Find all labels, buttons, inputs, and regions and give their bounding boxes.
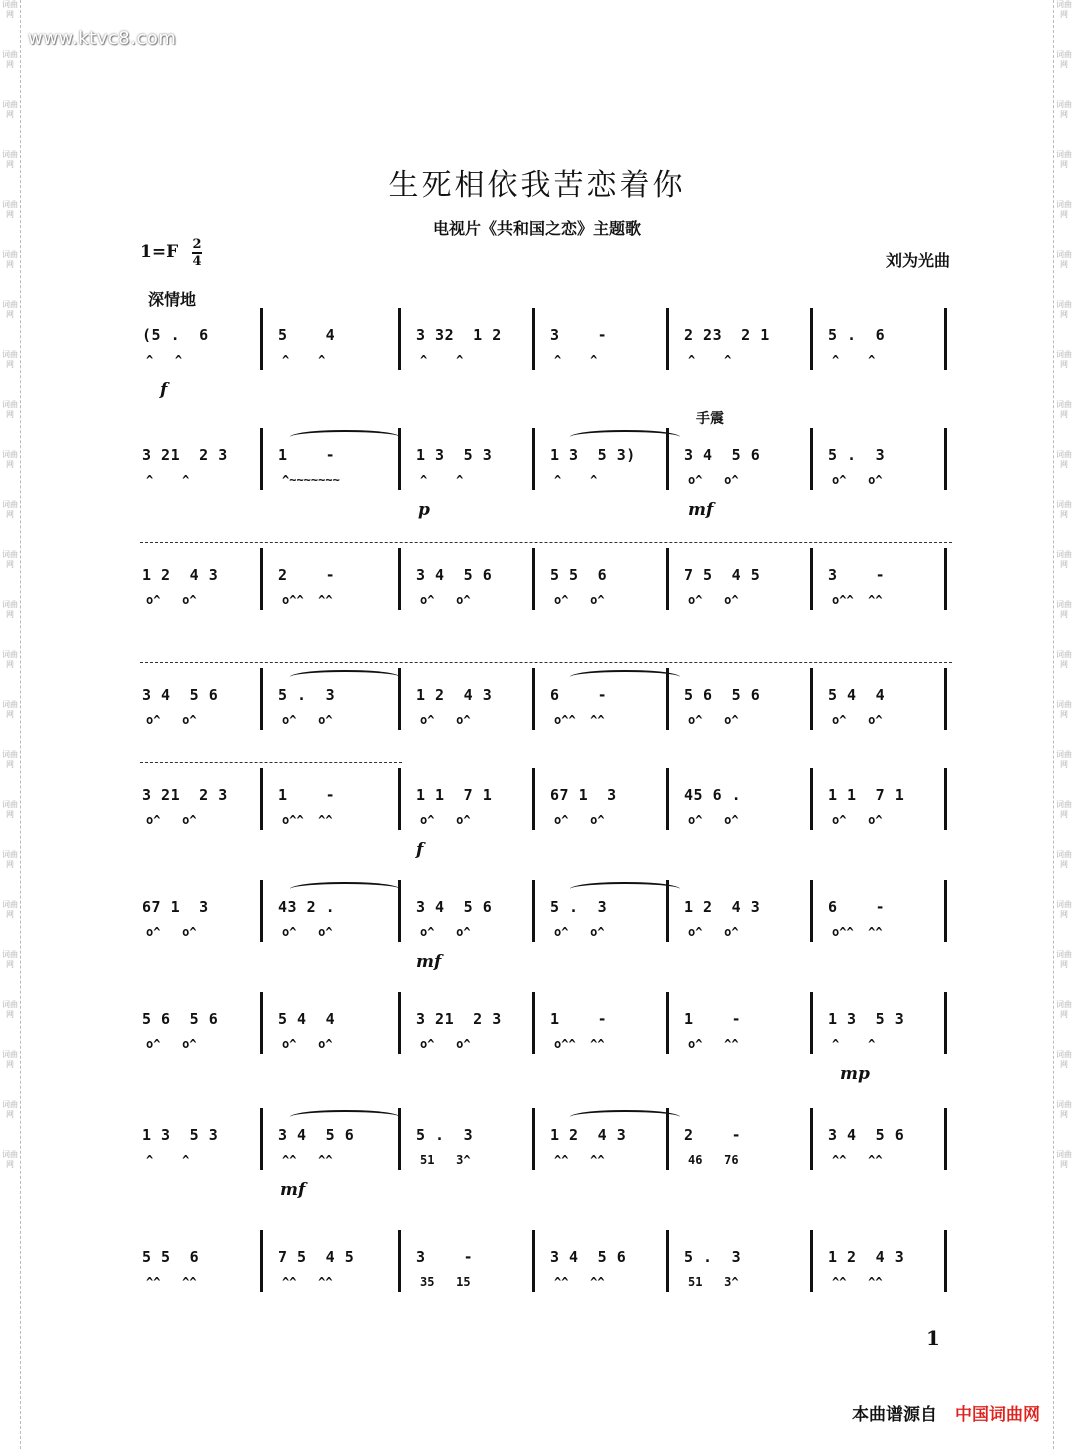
measure-accompaniment: o^ o^ — [282, 925, 333, 939]
score-system — [140, 308, 952, 400]
side-label: 词曲网 — [2, 100, 18, 119]
bar-line — [532, 1230, 535, 1292]
bar-line — [666, 1230, 669, 1292]
side-label: 词曲网 — [1056, 550, 1072, 569]
score-system — [140, 1108, 952, 1200]
dynamic-marking: mf — [280, 1180, 306, 1200]
page-number: 1 — [926, 1326, 940, 1350]
bar-line — [398, 548, 401, 610]
measure-accompaniment: ^ ^ — [554, 473, 598, 487]
dynamic-marking: f — [160, 380, 168, 400]
bar-line — [666, 768, 669, 830]
side-label: 词曲网 — [1056, 600, 1072, 619]
dynamic-marking: f — [416, 840, 424, 860]
measure-accompaniment: o^ o^ — [688, 593, 739, 607]
measure-notes: 1 - — [278, 446, 336, 464]
measure-accompaniment: o^ o^ — [688, 813, 739, 827]
bar-line — [944, 880, 947, 942]
measure-notes: 6 - — [828, 898, 886, 916]
measure-accompaniment: o^ o^ — [554, 925, 605, 939]
measure-accompaniment: 46 76 — [688, 1153, 739, 1167]
bar-line — [532, 992, 535, 1054]
bar-line — [944, 668, 947, 730]
measure-notes: 3 4 5 6 — [828, 1126, 905, 1144]
score-system — [140, 428, 952, 520]
side-label: 词曲网 — [1056, 0, 1072, 19]
measure-accompaniment: o^ o^ — [282, 1037, 333, 1051]
side-label: 词曲网 — [1056, 450, 1072, 469]
measure-accompaniment: o^ ^^ — [688, 1037, 739, 1051]
side-label: 词曲网 — [1056, 300, 1072, 319]
measure-accompaniment: ^ ^ — [282, 353, 326, 367]
slur — [290, 670, 400, 684]
measure-notes: 1 - — [278, 786, 336, 804]
measure-accompaniment: ^^ ^^ — [554, 1153, 605, 1167]
side-label: 词曲网 — [2, 850, 18, 869]
measure-accompaniment: ^ ^ — [146, 353, 183, 367]
score-system — [140, 992, 952, 1084]
bar-line — [810, 1108, 813, 1170]
side-label: 词曲网 — [2, 1050, 18, 1069]
side-label: 词曲网 — [1056, 400, 1072, 419]
measure-accompaniment: ^^ ^^ — [832, 1275, 883, 1289]
dynamic-marking: p — [418, 500, 430, 520]
measure-notes: 5 . 3 — [416, 1126, 474, 1144]
measure-notes: 45 6 . — [684, 786, 742, 804]
dynamic-marking: mp — [840, 1064, 870, 1084]
side-label: 词曲网 — [2, 1000, 18, 1019]
measure-notes: 7 5 4 5 — [278, 1248, 355, 1266]
bar-line — [944, 992, 947, 1054]
bar-line — [532, 768, 535, 830]
measure-accompaniment: ^ ^ — [146, 473, 190, 487]
measure-notes: 1 3 5 3 — [142, 1126, 219, 1144]
measure-notes: 5 6 5 6 — [142, 1010, 219, 1028]
tremolo-marking: 手震 — [696, 411, 724, 427]
side-label: 词曲网 — [1056, 150, 1072, 169]
measure-notes: 5 . 3 — [278, 686, 336, 704]
measure-accompaniment: 51 3^ — [420, 1153, 471, 1167]
measure-notes: 5 . 3 — [828, 446, 886, 464]
measure-accompaniment: ^ ^ — [420, 473, 464, 487]
side-label: 词曲网 — [1056, 100, 1072, 119]
side-label: 词曲网 — [2, 1100, 18, 1119]
slur — [570, 670, 680, 684]
bar-line — [532, 428, 535, 490]
measure-notes: 1 - — [684, 1010, 742, 1028]
tremolo-extension-line — [140, 662, 952, 663]
bar-line — [260, 1108, 263, 1170]
bar-line — [398, 308, 401, 370]
time-signature — [192, 238, 202, 268]
bar-line — [532, 668, 535, 730]
score-system — [140, 880, 952, 972]
measure-accompaniment: o^ o^ — [832, 713, 883, 727]
measure-accompaniment: ^^ ^^ — [146, 1275, 197, 1289]
side-label: 词曲网 — [2, 900, 18, 919]
measure-notes: 1 3 5 3 — [828, 1010, 905, 1028]
measure-accompaniment: ^ ^ — [420, 353, 464, 367]
slur — [290, 882, 400, 896]
measure-accompaniment: o^^ ^^ — [282, 593, 333, 607]
side-label: 词曲网 — [2, 200, 18, 219]
measure-accompaniment: o^^ ^^ — [832, 593, 883, 607]
dynamic-marking: mf — [688, 500, 714, 520]
side-label: 词曲网 — [1056, 950, 1072, 969]
bar-line — [666, 548, 669, 610]
bar-line — [532, 880, 535, 942]
score-system — [140, 668, 952, 740]
bar-line — [260, 1230, 263, 1292]
measure-accompaniment: o^ o^ — [420, 1037, 471, 1051]
measure-accompaniment: o^ o^ — [420, 813, 471, 827]
measure-accompaniment: ^~~~~~~~ — [282, 473, 340, 487]
measure-notes: 3 32 1 2 — [416, 326, 502, 344]
bar-line — [810, 768, 813, 830]
measure-notes: 6 - — [550, 686, 608, 704]
side-label: 词曲网 — [1056, 850, 1072, 869]
bar-line — [260, 308, 263, 370]
measure-accompaniment: o^ o^ — [554, 813, 605, 827]
bar-line — [810, 992, 813, 1054]
measure-accompaniment: ^^ ^^ — [282, 1153, 333, 1167]
measure-notes: 3 4 5 6 — [416, 898, 493, 916]
measure-accompaniment: o^ o^ — [554, 593, 605, 607]
measure-accompaniment: o^ o^ — [688, 925, 739, 939]
bar-line — [532, 308, 535, 370]
measure-accompaniment: ^ ^ — [832, 1037, 876, 1051]
measure-accompaniment: 51 3^ — [688, 1275, 739, 1289]
side-label: 词曲网 — [2, 1150, 18, 1169]
slur — [290, 430, 400, 444]
bar-line — [532, 548, 535, 610]
side-label: 词曲网 — [1056, 50, 1072, 69]
measure-accompaniment: o^ o^ — [688, 473, 739, 487]
slur — [570, 1110, 680, 1124]
measure-notes: 5 . 3 — [684, 1248, 742, 1266]
side-label: 词曲网 — [2, 300, 18, 319]
dynamic-marking: mf — [416, 952, 442, 972]
measure-notes: 5 . 3 — [550, 898, 608, 916]
bar-line — [398, 768, 401, 830]
measure-notes: 43 2 . — [278, 898, 336, 916]
score-system — [140, 768, 952, 860]
measure-notes: 1 - — [550, 1010, 608, 1028]
measure-notes: 5 4 4 — [828, 686, 886, 704]
measure-notes: 2 23 2 1 — [684, 326, 770, 344]
side-label: 词曲网 — [1056, 200, 1072, 219]
slur — [290, 1110, 400, 1124]
measure-accompaniment: o^ o^ — [420, 925, 471, 939]
measure-notes: 3 - — [828, 566, 886, 584]
measure-notes: 5 4 — [278, 326, 336, 344]
measure-accompaniment: o^ o^ — [146, 813, 197, 827]
song-title: 生死相依我苦恋着你 — [388, 168, 686, 203]
measure-accompaniment: ^ ^ — [146, 1153, 190, 1167]
bar-line — [398, 1230, 401, 1292]
bar-line — [944, 548, 947, 610]
measure-notes: 1 2 4 3 — [550, 1126, 627, 1144]
footer-site: 中国词曲网 — [955, 1405, 1040, 1425]
bar-line — [944, 308, 947, 370]
side-label: 词曲网 — [2, 150, 18, 169]
measure-notes: 1 2 4 3 — [416, 686, 493, 704]
measure-notes: 3 - — [550, 326, 608, 344]
measure-notes: 3 - — [416, 1248, 474, 1266]
side-label: 词曲网 — [2, 650, 18, 669]
measure-accompaniment: o^ o^ — [146, 713, 197, 727]
measure-notes: 1 1 7 1 — [828, 786, 905, 804]
side-label: 词曲网 — [1056, 900, 1072, 919]
measure-accompaniment: o^^ ^^ — [832, 925, 883, 939]
measure-accompaniment: ^ ^ — [688, 353, 732, 367]
bar-line — [666, 992, 669, 1054]
measure-accompaniment: o^ o^ — [420, 593, 471, 607]
measure-accompaniment: ^ ^ — [554, 353, 598, 367]
bar-line — [810, 1230, 813, 1292]
bar-line — [666, 308, 669, 370]
measure-notes: 1 1 7 1 — [416, 786, 493, 804]
measure-accompaniment: ^^ ^^ — [832, 1153, 883, 1167]
score-system — [140, 548, 952, 620]
measure-notes: 5 5 6 — [142, 1248, 200, 1266]
measure-notes: (5 . 6 — [142, 326, 209, 344]
bar-line — [260, 992, 263, 1054]
measure-accompaniment: o^ o^ — [832, 473, 883, 487]
footer-source — [852, 1400, 1040, 1425]
measure-notes: 67 1 3 — [142, 898, 209, 916]
bar-line — [944, 1230, 947, 1292]
bar-line — [944, 768, 947, 830]
footer-label: 本曲谱源自 — [852, 1405, 937, 1425]
song-subtitle: 电视片《共和国之恋》主题歌 — [432, 219, 641, 238]
measure-notes: 2 - — [684, 1126, 742, 1144]
slur — [570, 430, 680, 444]
measure-notes: 1 2 4 3 — [684, 898, 761, 916]
measure-accompaniment: o^^ ^^ — [554, 1037, 605, 1051]
measure-accompaniment: o^ o^ — [282, 713, 333, 727]
measure-notes: 3 4 5 6 — [142, 686, 219, 704]
side-label: 词曲网 — [2, 0, 18, 19]
measure-accompaniment: 35 15 — [420, 1275, 471, 1289]
measure-notes: 3 21 2 3 — [142, 786, 228, 804]
side-label: 词曲网 — [2, 550, 18, 569]
measure-notes: 3 4 5 6 — [416, 566, 493, 584]
bar-line — [810, 308, 813, 370]
measure-notes: 5 4 4 — [278, 1010, 336, 1028]
side-label: 词曲网 — [2, 750, 18, 769]
side-label: 词曲网 — [2, 350, 18, 369]
key-signature: 1=F — [140, 242, 179, 262]
bar-line — [944, 428, 947, 490]
watermark: www.ktvc8.com — [28, 28, 177, 49]
measure-notes: 1 2 4 3 — [142, 566, 219, 584]
side-label: 词曲网 — [2, 700, 18, 719]
side-label: 词曲网 — [1056, 1000, 1072, 1019]
measure-notes: 3 21 2 3 — [142, 446, 228, 464]
measure-accompaniment: o^ o^ — [420, 713, 471, 727]
side-label: 词曲网 — [2, 450, 18, 469]
slur — [570, 882, 680, 896]
measure-accompaniment: o^ o^ — [146, 593, 197, 607]
measure-notes: 3 4 5 6 — [550, 1248, 627, 1266]
composer: 刘为光曲 — [885, 251, 950, 270]
measure-notes: 67 1 3 — [550, 786, 617, 804]
side-label: 词曲网 — [1056, 750, 1072, 769]
measure-notes: 7 5 4 5 — [684, 566, 761, 584]
score-system — [140, 1230, 952, 1302]
side-label: 词曲网 — [1056, 250, 1072, 269]
side-label: 词曲网 — [2, 800, 18, 819]
bar-line — [260, 428, 263, 490]
bar-line — [944, 1108, 947, 1170]
measure-accompaniment: o^^ ^^ — [554, 713, 605, 727]
measure-accompaniment: ^^ ^^ — [554, 1275, 605, 1289]
measure-notes: 5 5 6 — [550, 566, 608, 584]
side-label: 词曲网 — [1056, 500, 1072, 519]
measure-accompaniment: ^^ ^^ — [282, 1275, 333, 1289]
measure-accompaniment: o^ o^ — [146, 925, 197, 939]
measure-notes: 1 2 4 3 — [828, 1248, 905, 1266]
side-label: 词曲网 — [1056, 700, 1072, 719]
bar-line — [810, 668, 813, 730]
measure-notes: 5 . 6 — [828, 326, 886, 344]
measure-notes: 1 3 5 3) — [550, 446, 636, 464]
measure-notes: 5 6 5 6 — [684, 686, 761, 704]
side-label: 词曲网 — [2, 250, 18, 269]
measure-notes: 3 4 5 6 — [684, 446, 761, 464]
side-label: 词曲网 — [2, 600, 18, 619]
bar-line — [810, 428, 813, 490]
bar-line — [260, 548, 263, 610]
side-label: 词曲网 — [1056, 1050, 1072, 1069]
measure-notes: 3 4 5 6 — [278, 1126, 355, 1144]
tempo-marking: 深情地 — [148, 290, 197, 309]
measure-accompaniment: o^ o^ — [146, 1037, 197, 1051]
tremolo-extension-line — [140, 542, 952, 543]
side-label: 词曲网 — [1056, 800, 1072, 819]
bar-line — [810, 880, 813, 942]
side-label: 词曲网 — [1056, 350, 1072, 369]
side-label: 词曲网 — [2, 50, 18, 69]
side-label: 词曲网 — [1056, 650, 1072, 669]
measure-notes: 1 3 5 3 — [416, 446, 493, 464]
bar-line — [810, 548, 813, 610]
measure-accompaniment: o^ o^ — [832, 813, 883, 827]
side-label: 词曲网 — [2, 400, 18, 419]
measure-accompaniment: o^ o^ — [688, 713, 739, 727]
bar-line — [398, 992, 401, 1054]
bar-line — [260, 668, 263, 730]
measure-notes: 3 21 2 3 — [416, 1010, 502, 1028]
side-label: 词曲网 — [2, 500, 18, 519]
tremolo-extension-line — [140, 762, 402, 763]
bar-line — [260, 880, 263, 942]
meter-top: 2 — [192, 237, 202, 252]
side-label: 词曲网 — [1056, 1100, 1072, 1119]
measure-accompaniment: o^^ ^^ — [282, 813, 333, 827]
measure-accompaniment: ^ ^ — [832, 353, 876, 367]
side-label: 词曲网 — [1056, 1150, 1072, 1169]
side-label: 词曲网 — [2, 950, 18, 969]
bar-line — [260, 768, 263, 830]
measure-notes: 2 - — [278, 566, 336, 584]
meter-bottom: 4 — [192, 254, 202, 269]
bar-line — [532, 1108, 535, 1170]
